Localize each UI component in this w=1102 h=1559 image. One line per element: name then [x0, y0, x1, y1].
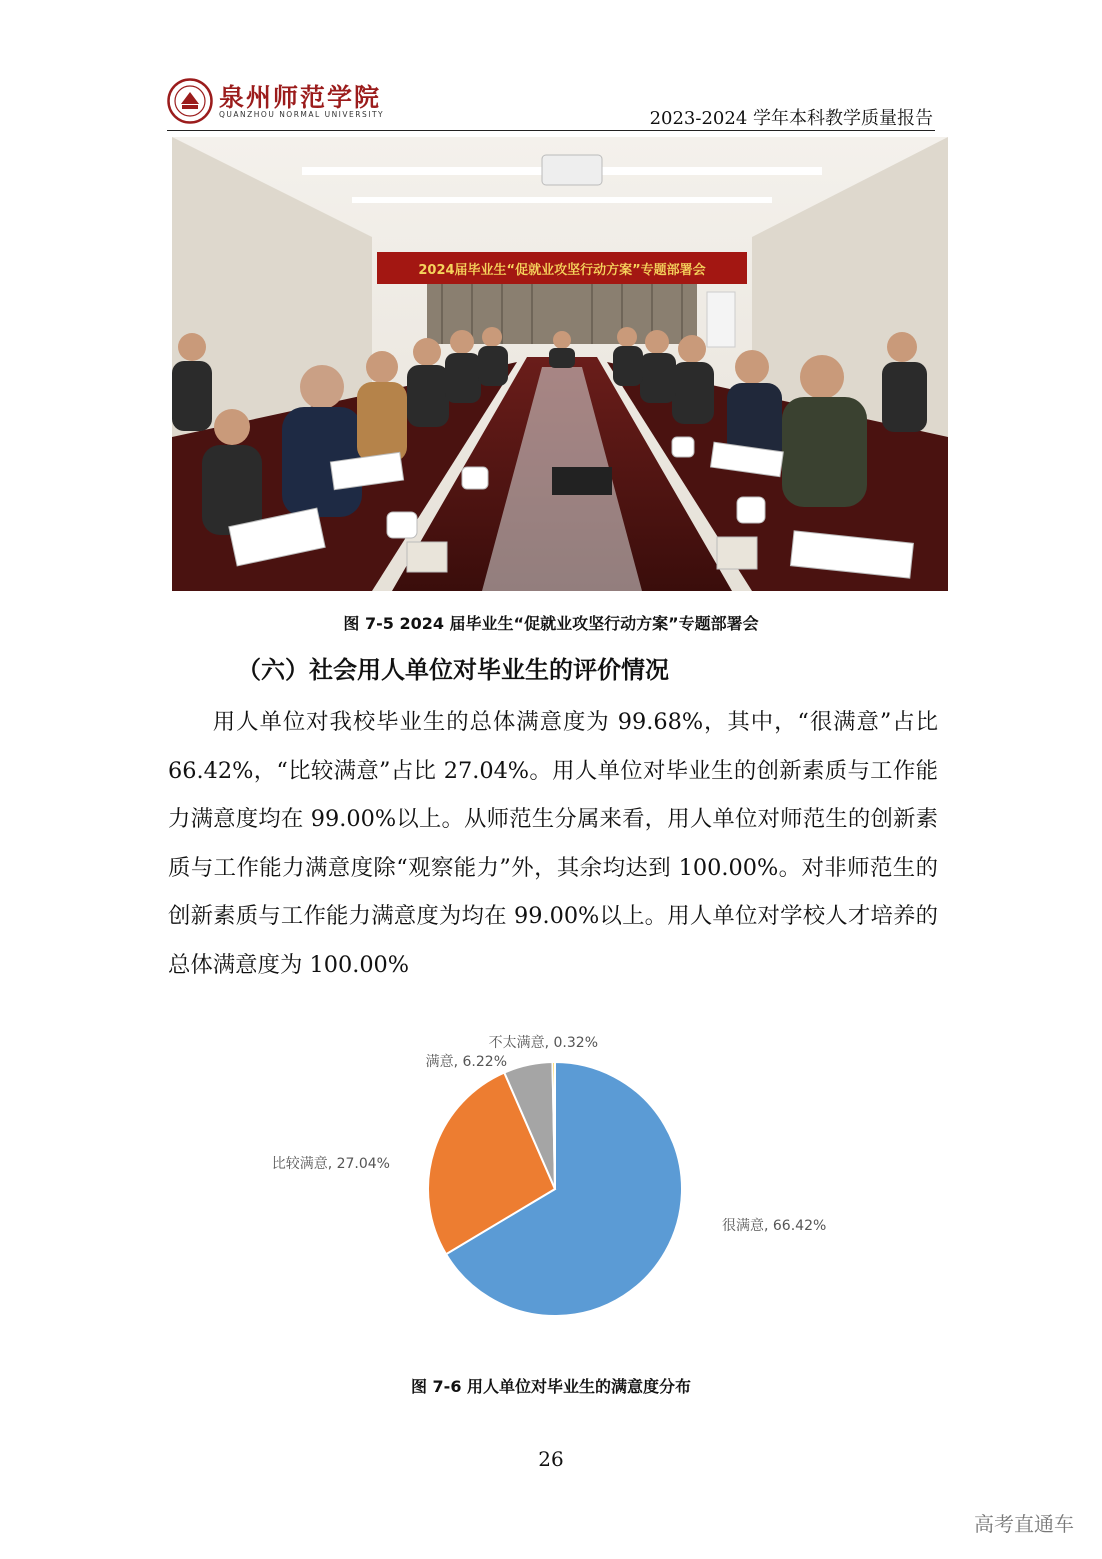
satisfaction-pie-chart	[205, 1020, 905, 1360]
pie-slice-label: 很满意, 66.42%	[722, 1218, 827, 1234]
school-name-cn: 泉州师范学院	[219, 83, 382, 112]
section-heading: （六）社会用人单位对毕业生的评价情况	[237, 656, 669, 684]
figure-7-6-caption: 图 7-6 用人单位对毕业生的满意度分布	[410, 1377, 692, 1396]
pie-slice-label: 比较满意, 27.04%	[271, 1156, 390, 1172]
page-number: 26	[538, 1447, 564, 1471]
figure-7-5-caption: 图 7-5 2024 届毕业生“促就业攻坚行动方案”专题部署会	[343, 614, 759, 633]
school-name-en: QUANZHOU NORMAL UNIVERSITY	[219, 110, 385, 119]
body-paragraph: 用人单位对我校毕业生的总体满意度为 99.68%，其中，“很满意”占比 66.42%，“比较满意”占比 27.04%。用人单位对毕业生的创新素质与工作能力满意度均在 99.00%以上。从师范生分属来看，用人单位对师范生的创新素质与工作能力满意度除“观察能力”外，其余均达到 100.00%。对非师范生的创新素质与工作能力满意度为均在 99.00%以上。用人单位对学校人才培养的总体满意度为 100.00%	[168, 709, 938, 978]
pie-slice-label: 不太满意, 0.32%	[488, 1035, 598, 1051]
pie-slice-label: 满意, 6.22%	[425, 1054, 507, 1070]
meeting-photo	[172, 137, 948, 591]
university-seal-icon	[167, 78, 213, 124]
report-title: 2023-2024 学年本科教学质量报告	[649, 108, 933, 129]
page-header	[167, 74, 935, 131]
watermark-text: 高考直通车	[974, 1512, 1074, 1536]
banner-text: 2024届毕业生“促就业攻坚行动方案”专题部署会	[418, 263, 706, 278]
